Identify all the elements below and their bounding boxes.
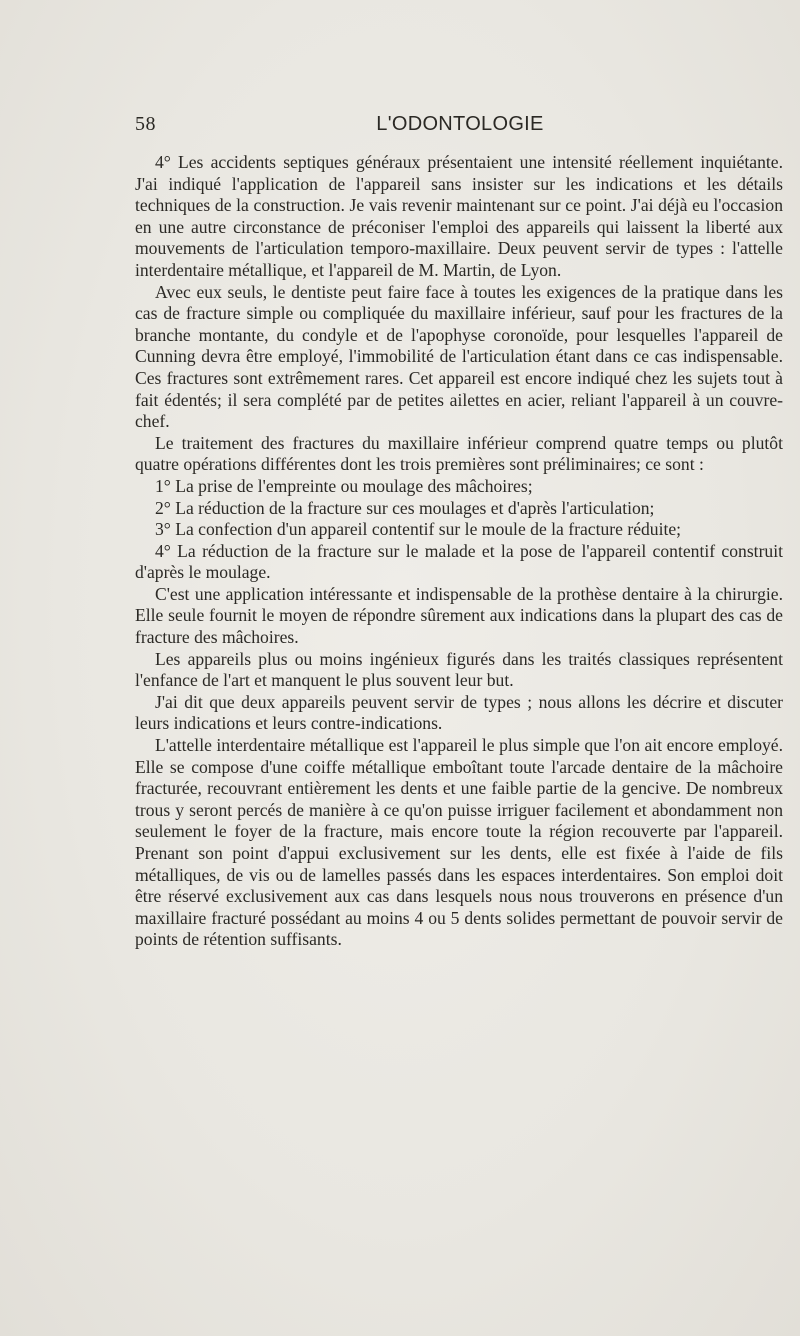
paragraph-step-3: 3° La confection d'un appareil contentif sur le moule de la fracture réduite; — [155, 519, 682, 540]
paragraph-attelle-interdentaire: L'attelle interdentaire métallique est l'appareil le plus simple que l'on ait encore employé. Elle se compose d'une coiffe métallique emboîtant toute l'arcade dentaire de la mâchoire fracturée, recouvrant entièrement les dents et une faible partie de la gencive. De nombreux trous y seront percés de manière à ce qu'on puisse irriguer facilement et abondamment non seulement le foyer de la fracture, mais encore toute la région recouverte par l'appareil. Prenant son point d'appui exclusivement sur les dents, elle est fixée à l'aide de fils métalliques, de vis ou de lamelles passés dans les espaces interdentaires. Son emploi doit être réservé exclusivement aux cas dans lesquels nous nous trouverons en présence d'un maxillaire fracturé possédant au moins 4 ou 5 dents solides permettant de pouvoir servir de points de rétention suffisants. — [135, 735, 783, 950]
paragraph-application: C'est une application intéressante et indispensable de la prothèse dentaire à la chirurgie. Elle seule fournit le moyen de répondre sûrement aux indications dans la plupart des cas de fracture des mâchoires. — [135, 583, 783, 648]
running-title: L'ODONTOLOGIE — [376, 113, 544, 135]
page-number: 58 — [135, 113, 156, 135]
body-text — [135, 152, 783, 951]
paragraph-avec-eux-seuls: Avec eux seuls, le dentiste peut faire face à toutes les exigences de la pratique dans les cas de fracture simple ou compliquée du maxillaire inférieur, sauf pour les fractures de la branche montante, du condyle et de l'apophyse coronoïde, pour lesquelles l'appareil de Cunning devra être employé, l'immobilité de l'articulation étant dans ce cas indispensable. Ces fractures sont extrêmement rares. Cet appareil est encore indiqué chez les sujets tout à fait édentés; il sera complété par de petites ailettes en acier, reliant l'appareil à un couvre-chef. — [135, 281, 783, 432]
paragraph-step-1: 1° La prise de l'empreinte ou moulage des mâchoires; — [155, 475, 533, 496]
paragraph-accidents-septiques: 4° Les accidents septiques généraux présentaient une intensité réellement inquiétante. J'ai indiqué l'application de l'appareil sans insister sur les indications et les détails techniques de la construction. Je vais revenir maintenant sur ce point. J'ai déjà eu l'occasion en une autre circonstance de préconiser l'emploi des appareils qui laissent la liberté aux mouvements de l'articulation temporo-maxillaire. Deux peuvent servir de types : l'attelle interdentaire métallique, et l'appareil de M. Martin, de Lyon. — [135, 152, 783, 280]
paragraph-step-2: 2° La réduction de la fracture sur ces moulages et d'après l'articulation; — [155, 497, 655, 518]
paragraph-deux-appareils: J'ai dit que deux appareils peuvent servir de types ; nous allons les décrire et discuter leurs indications et leurs contre-indications. — [135, 691, 783, 734]
paragraph-appareils-classiques: Les appareils plus ou moins ingénieux figurés dans les traités classiques représentent l'enfance de l'art et manquent le plus souvent leur but. — [135, 648, 783, 691]
paragraph-traitement: Le traitement des fractures du maxillaire inférieur comprend quatre temps ou plutôt quatre opérations différentes dont les trois premières sont préliminaires; ce sont : — [135, 432, 783, 475]
page-header — [135, 113, 785, 139]
paragraph-step-4: 4° La réduction de la fracture sur le malade et la pose de l'appareil contentif construit d'après le moulage. — [135, 540, 783, 583]
